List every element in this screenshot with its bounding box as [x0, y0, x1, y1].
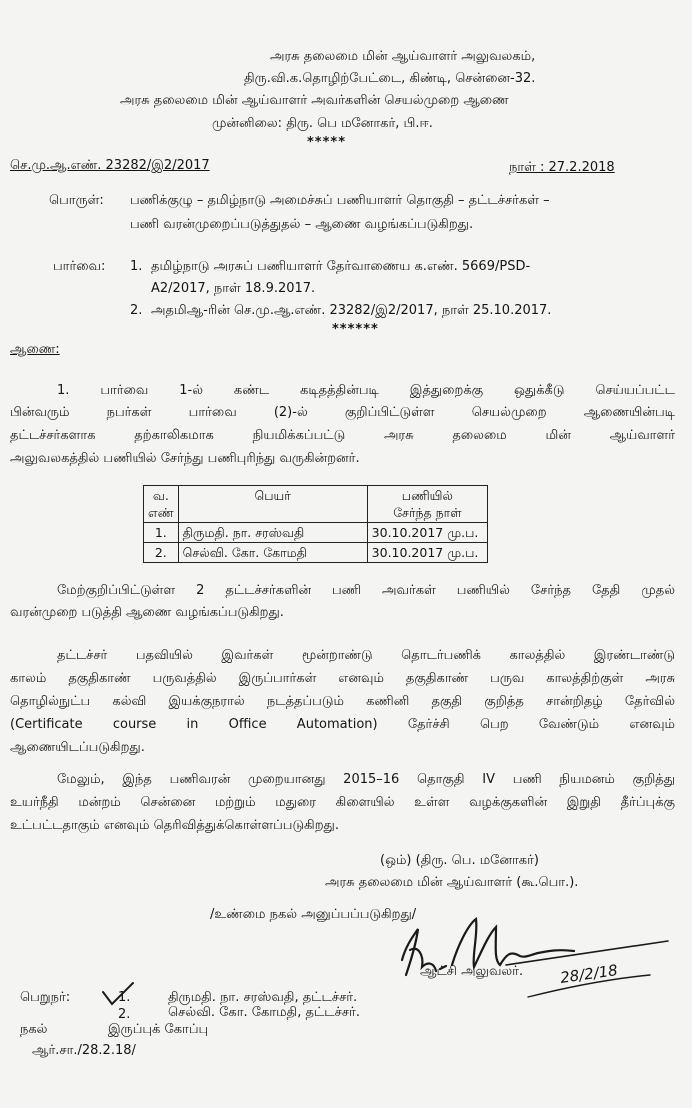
reference-label: பார்வை: [53, 259, 106, 274]
row-serial: 2. [144, 543, 179, 563]
copy-text: இருப்புக் கோப்பு [108, 1022, 209, 1037]
office-name: அரசு தலைமை மின் ஆய்வாளர் அலுவலகம், [270, 49, 536, 64]
true-copy-note: /உண்மை நகல் அனுப்பப்படுகிறது/ [210, 907, 417, 922]
subject-line-2: பணி வரன்முறைப்படுத்துதல் – ஆணை வழங்கப்படுகிறது. [130, 217, 474, 232]
row-name: திருமதி. நா. சரஸ்வதி [178, 523, 367, 543]
recipient-1-name: திருமதி. நா. சரஸ்வதி, தட்டச்சர். [168, 990, 358, 1005]
para3-line-2: காலம் தகுதிகாண் பருவத்தில் இருப்பார்கள் எனவும் தகுதிகாண் பருவ காலத்திற்குள் அரசு [10, 671, 675, 686]
para4-line-1: மேலும், இந்த பணிவரன் முறையானது 2015–16 தொகுதி IV பணி நியமனம் குறித்து [57, 772, 675, 787]
reference-1-line-1: தமிழ்நாடு அரசுப் பணியாளர் தேர்வாணைய க.எண். 5669/PSD- [151, 259, 531, 274]
signed-by: (ஒம்) (திரு. பெ. மனோகர்) [380, 853, 539, 868]
footer-code: ஆர்.சா./28.2.18/ [32, 1043, 136, 1058]
column-header-serial-line-2: எண் [148, 505, 174, 520]
para4-line-3: உட்பட்டதாகும் எனவும் தெரிவித்துக்கொள்ளப்படுகிறது. [10, 818, 339, 833]
reference-1-number: 1. [130, 259, 143, 274]
row-serial: 1. [144, 523, 179, 543]
column-header-joined-line-2: சேர்ந்த நாள் [393, 505, 462, 520]
file-number: செ.மு.ஆ.எண். 23282/இ2/2017 [10, 158, 210, 173]
para3-line-5: ஆணையிடப்படுகிறது. [10, 740, 145, 755]
row-joined-date: 30.10.2017 மு.ப. [367, 543, 487, 563]
para3-line-4: (Certificate course in Office Automation) தேர்ச்சி பெற வேண்டும் எனவும் [10, 717, 675, 732]
row-joined-date: 30.10.2017 மு.ப. [367, 523, 487, 543]
header-stars: ***** [307, 135, 346, 150]
para1-line-2: பின்வரும் நபர்கள் பார்வை (2)-ல் குறிப்பிட்டுள்ள செயல்முறை ஆணையின்படி [10, 405, 675, 420]
office-address: திரு.வி.க.தொழிற்பேட்டை, கிண்டி, சென்னை-32. [244, 71, 536, 86]
reference-stars: ****** [332, 322, 379, 337]
copy-label: நகல் [20, 1022, 48, 1037]
recipient-1-number: 1. [118, 990, 131, 1005]
column-header-joined [367, 486, 487, 523]
table-row [144, 523, 488, 543]
signatory-designation: அரசு தலைமை மின் ஆய்வாளர் (கூ.பொ.). [325, 875, 579, 890]
column-header-name [178, 486, 367, 523]
table-row [144, 543, 488, 563]
staff-table [143, 485, 488, 563]
column-header-serial [144, 486, 179, 523]
column-header-name-text: பெயர் [254, 488, 291, 503]
para3-line-3: தொழில்நுட்ப கல்வி இயக்குநரால் நடத்தப்படும் கணினி தகுதி குறித்த சான்றிதழ் தேர்வில் [10, 694, 675, 709]
order-date: நாள் : 27.2.2018 [509, 160, 615, 175]
table-header-row [144, 486, 488, 523]
recipient-2-number: 2. [118, 1007, 131, 1022]
subject-line-1: பணிக்குழு – தமிழ்நாடு அமைச்சுப் பணியாளர் தொகுதி – தட்டச்சர்கள் – [130, 193, 550, 208]
para3-line-1: தட்டச்சர் பதவியில் இவர்கள் மூன்றாண்டு தொடர்பணிக் காலத்தில் இரண்டாண்டு [57, 648, 675, 663]
column-header-joined-line-1: பணியில் [401, 488, 453, 503]
reference-2-line: அதமிஆ-ரின் செ.மு.ஆ.எண். 23282/இ2/2017, நாள் 25.10.2017. [151, 303, 552, 318]
row-name: செல்வி. கோ. கோமதி [178, 543, 367, 563]
attesting-officer: ஆட்சி அலுவலர். [420, 964, 524, 979]
order-label: ஆணை: [10, 342, 60, 357]
para2-line-1: மேற்குறிப்பிட்டுள்ள 2 தட்டச்சர்களின் பணி அவர்கள் பணியில் சேர்ந்த தேதி முதல் [57, 583, 675, 598]
para1-line-3: தட்டச்சர்களாக தற்காலிகமாக நியமிக்கப்பட்டு அரசு தலைமை மின் ஆய்வாளர் [10, 428, 675, 443]
reference-1-line-2: A2/2017, நாள் 18.9.2017. [151, 281, 316, 296]
recipient-2-name: செல்வி. கோ. கோமதி, தட்டச்சர். [168, 1005, 360, 1020]
para1-line-4: அலுவலகத்தில் பணியில் சேர்ந்து பணிபுரிந்து வருகின்றனர். [10, 451, 360, 466]
reference-2-number: 2. [130, 303, 143, 318]
para1-line-1: 1. பார்வை 1-ல் கண்ட கடிதத்தின்படி இத்துறைக்கு ஒதுக்கீடு செய்யப்பட்ட [57, 383, 675, 398]
subject-label: பொருள்: [49, 193, 104, 208]
handwritten-signature [388, 905, 688, 1005]
column-header-serial-line-1: வ. [152, 488, 169, 503]
para4-line-2: உயர்நீதி மன்றம் சென்னை மற்றும் மதுரை கிளையில் உள்ள வழக்குகளின் இறுதி தீர்ப்புக்கு [10, 795, 675, 810]
presence-line: முன்னிலை: திரு. பெ மனோகர், பி.ஈ. [212, 116, 433, 131]
para2-line-2: வரன்முறை படுத்தி ஆணை வழங்கப்படுகிறது. [10, 605, 284, 620]
handwritten-date: 28/2/18 [559, 961, 619, 987]
order-title: அரசு தலைமை மின் ஆய்வாளர் அவர்களின் செயல்முறை ஆணை [120, 93, 509, 108]
recipients-label: பெறுநர்: [20, 990, 71, 1005]
